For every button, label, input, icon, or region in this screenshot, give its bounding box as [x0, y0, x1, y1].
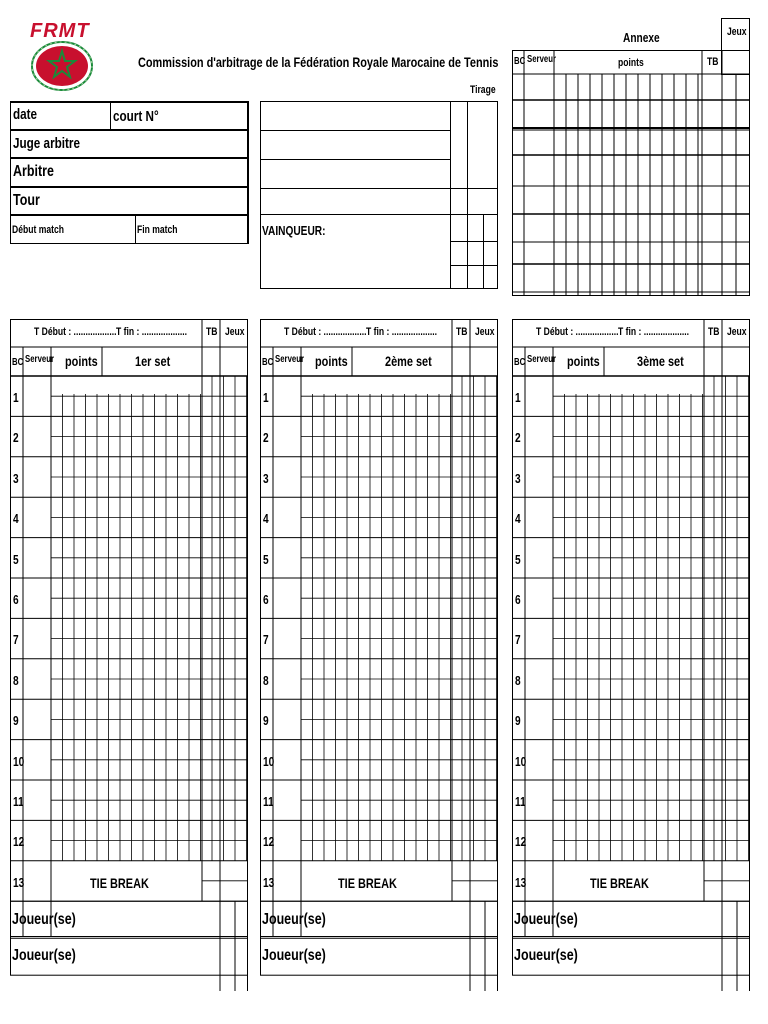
points-label: points: [315, 353, 348, 369]
date-field[interactable]: [50, 104, 108, 126]
row-number: 13: [515, 874, 527, 890]
row-number: 13: [263, 874, 275, 890]
serveur-label: Serveur: [25, 354, 55, 365]
page-title: Commission d'arbitrage de la Fédération Royale Marocaine de Tennis: [138, 54, 499, 70]
joueur-1-field[interactable]: [100, 909, 215, 931]
row-number: 12: [13, 834, 25, 850]
row-number: 8: [515, 672, 521, 688]
tie-break-label: TIE BREAK: [338, 874, 397, 891]
set-panel-1: [10, 319, 248, 991]
logo-text: FRMT: [30, 20, 90, 42]
row-number: 2: [263, 430, 269, 446]
row-number: 9: [13, 713, 19, 729]
annex-tb-label: TB: [707, 56, 719, 68]
annexe-label: Annexe: [623, 30, 660, 45]
jeux-label: Jeux: [727, 326, 747, 338]
t-fin-label: T fin : ...................: [618, 326, 690, 338]
points-label: points: [65, 353, 98, 369]
jeux-label: Jeux: [225, 326, 245, 338]
row-number: 4: [515, 511, 521, 527]
t-fin-label: T fin : ...................: [366, 326, 438, 338]
row-number: 2: [515, 430, 521, 446]
row-number: 10: [263, 753, 275, 769]
court-field[interactable]: [170, 104, 246, 126]
row-number: 11: [13, 794, 24, 809]
annex-bc-label: BC: [514, 56, 526, 67]
row-number: 6: [13, 592, 19, 607]
tour-label: Tour: [13, 192, 40, 209]
bc-label: BC: [514, 357, 526, 368]
row-number: 2: [13, 430, 19, 446]
t-debut-label: T Début : ..................: [284, 326, 367, 338]
fin-match-label: Fin match: [137, 224, 178, 236]
court-label: court N°: [113, 108, 159, 125]
juge-arbitre-field[interactable]: [100, 132, 245, 154]
row-number: 9: [263, 713, 269, 729]
vainqueur-label: VAINQUEUR:: [262, 223, 326, 238]
row-number: 3: [13, 470, 19, 486]
row-number: 9: [515, 713, 521, 729]
joueur-2-field[interactable]: [350, 946, 465, 968]
tb-label: TB: [206, 326, 218, 338]
joueur-2-label: Joueur(se): [514, 947, 578, 965]
set-title: 3ème set: [637, 353, 684, 369]
set-panel-3: [512, 319, 750, 991]
joueur-1-field[interactable]: [602, 909, 717, 931]
joueur-2-label: Joueur(se): [262, 947, 326, 965]
joueur-1-field[interactable]: [350, 909, 465, 931]
arbitre-field[interactable]: [80, 160, 245, 182]
set-title: 1er set: [135, 353, 171, 369]
row-number: 6: [515, 592, 521, 607]
serveur-label: Serveur: [527, 354, 557, 365]
t-debut-label: T Début : ..................: [34, 326, 117, 338]
tb-label: TB: [708, 326, 720, 338]
row-number: 1: [515, 390, 521, 405]
annex-jeux-label: Jeux: [727, 26, 747, 38]
arbitre-label: Arbitre: [13, 163, 54, 180]
row-number: 7: [13, 632, 19, 648]
row-number: 7: [515, 632, 521, 648]
row-number: 5: [13, 551, 19, 567]
row-number: 1: [263, 390, 269, 405]
row-number: 8: [13, 672, 19, 688]
row-number: 11: [515, 794, 526, 809]
tie-break-label: TIE BREAK: [590, 874, 649, 891]
joueur-2-field[interactable]: [100, 946, 215, 968]
row-number: 13: [13, 874, 25, 890]
tirage-label: Tirage: [470, 84, 496, 96]
row-number: 5: [263, 551, 269, 567]
row-number: 4: [263, 511, 269, 527]
set-panel-2: [260, 319, 498, 991]
t-fin-label: T fin : ...................: [116, 326, 188, 338]
row-number: 3: [515, 470, 521, 486]
row-number: 11: [263, 794, 274, 809]
debut-match-label: Début match: [12, 224, 64, 236]
row-number: 5: [515, 551, 521, 567]
row-number: 1: [13, 390, 19, 405]
bc-label: BC: [12, 357, 24, 368]
points-label: points: [567, 353, 600, 369]
row-number: 7: [263, 632, 269, 648]
annex-points-label: points: [618, 57, 644, 69]
joueur-1-label: Joueur(se): [262, 911, 326, 929]
row-number: 6: [263, 592, 269, 607]
jeux-label: Jeux: [475, 326, 495, 338]
row-number: 12: [515, 834, 527, 850]
row-number: 10: [13, 753, 25, 769]
row-number: 8: [263, 672, 269, 688]
row-number: 4: [13, 511, 19, 527]
row-number: 12: [263, 834, 275, 850]
serveur-label: Serveur: [275, 354, 305, 365]
tour-field[interactable]: [60, 189, 245, 211]
tie-break-label: TIE BREAK: [90, 874, 149, 891]
joueur-2-field[interactable]: [602, 946, 717, 968]
joueur-1-label: Joueur(se): [12, 911, 76, 929]
row-number: 10: [515, 753, 527, 769]
joueur-1-label: Joueur(se): [514, 911, 578, 929]
bc-label: BC: [262, 357, 274, 368]
juge-arbitre-label: Juge arbitre: [13, 135, 80, 152]
date-label: date: [13, 106, 38, 123]
annex-serveur-label: Serveur: [527, 54, 557, 65]
row-number: 3: [263, 470, 269, 486]
joueur-2-label: Joueur(se): [12, 947, 76, 965]
tb-label: TB: [456, 326, 468, 338]
t-debut-label: T Début : ..................: [536, 326, 619, 338]
set-title: 2ème set: [385, 353, 432, 369]
